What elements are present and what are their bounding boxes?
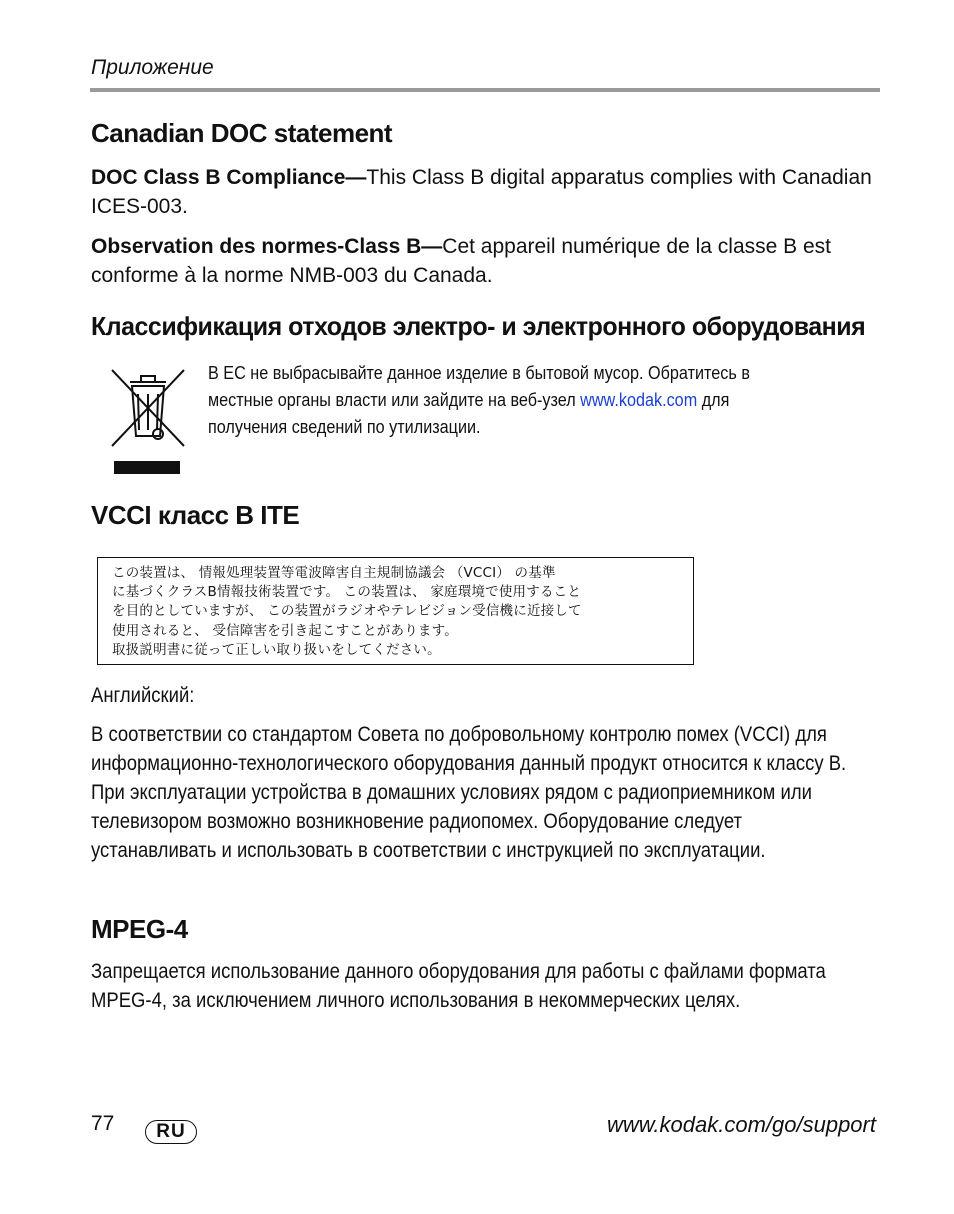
weee-text-start: В ЕС не выбрасывайте данное изделие в бытовой мусор. Обратитесь в местные органы власти или зайдите на веб-узел <box>208 363 750 410</box>
crossed-out-wheelie-bin-icon <box>108 364 188 476</box>
doc-compliance-paragraph <box>91 163 881 221</box>
section-title-mpeg4: MPEG-4 <box>91 914 188 944</box>
observation-paragraph <box>91 232 881 290</box>
observation-lead: Observation des normes-Class B— <box>91 235 443 258</box>
weee-paragraph <box>208 360 802 441</box>
kodak-link[interactable]: www.kodak.com <box>580 390 698 410</box>
weee-text-end: для получения сведений по утилизации. <box>208 390 730 437</box>
page-number: 77 <box>91 1112 115 1135</box>
english-label: Английский: <box>91 684 195 707</box>
vcci-japanese-box <box>97 557 694 665</box>
section-title-weee: Классификация отходов электро- и электронного оборудования <box>91 311 866 341</box>
observation-text: Cet appareil numérique de la classe B est conforme à la norme NMB-003 du Canada. <box>91 235 831 287</box>
vcci-japanese-text: この装置は、 情報処理装置等電波障害自主規制協議会 （VCCI） の基準 に基づくクラスB情報技術装置です。 この装置は、 家庭環境で使用すること を目的としていますが、 この装置がラジオやテレビジョン受信機に近接して 使用されると、 受信障害を引き起こすことがあります。 取扱説明書に従って正しい取り扱いをしてください。 <box>112 565 582 658</box>
language-badge: RU <box>145 1120 197 1144</box>
section-title-vcci: VCCI класс B ITE <box>91 500 300 530</box>
doc-compliance-text: This Class B digital apparatus complies with Canadian ICES-003. <box>91 166 872 218</box>
running-head: Приложение <box>91 56 214 79</box>
doc-compliance-lead: DOC Class B Compliance— <box>91 166 367 189</box>
section-title-canadian-doc: Canadian DOC statement <box>91 118 393 148</box>
footer-url[interactable]: www.kodak.com/go/support <box>606 1112 876 1137</box>
mpeg4-paragraph: Запрещается использование данного оборудования для работы с файлами формата MPEG-4, за исключением личного использования в некоммерческих целях. <box>91 960 826 1012</box>
vcci-translation: В соответствии со стандартом Совета по добровольному контролю помех (VCCI) для информационно-технологического оборудования данный продукт относится к классу B. При эксплуатации устройства в домашних условиях рядом с радиоприемником или телевизором возможно возникновение радиопомех. Оборудование следует устанавливать и использовать в соответствии с инструкцией по эксплуатации. <box>91 723 847 862</box>
header-rule <box>90 88 880 92</box>
